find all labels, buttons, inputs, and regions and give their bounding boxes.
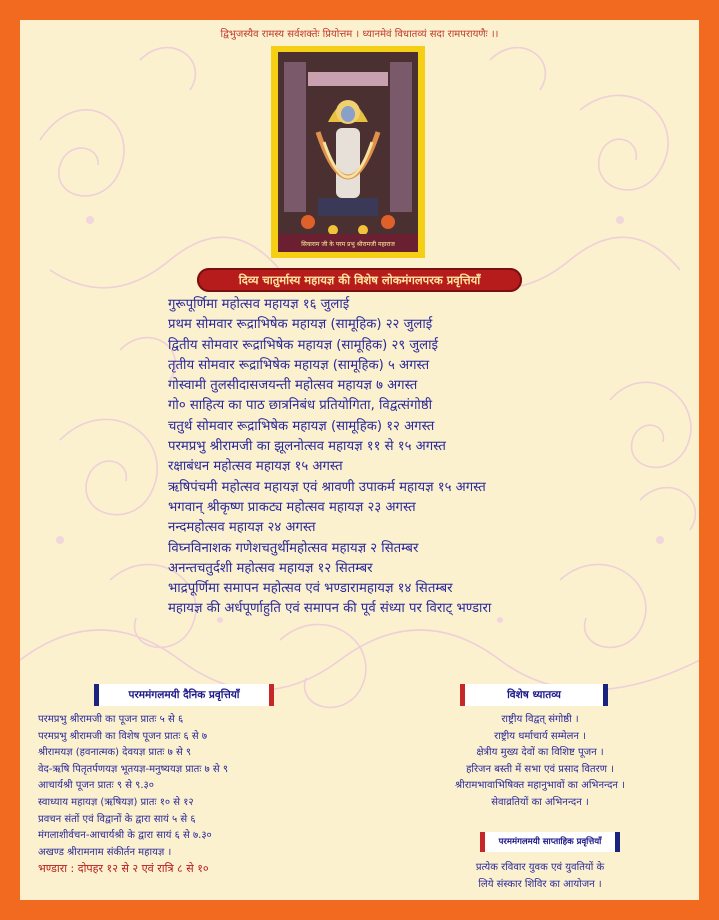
list-item: मंगलाशीर्वचन-आचार्यश्री के द्वारा सायं ६ से ७.३० [38, 830, 212, 842]
list-item: परमप्रभु श्रीरामजी का झूलनोत्सव महायज्ञ ११ से १५ अगस्त [168, 439, 446, 455]
daily-activities-list [38, 712, 348, 878]
deity-photo [278, 52, 418, 252]
list-item: परमप्रभु श्रीरामजी का विशेष पूजन प्रातः ६ से ७ [38, 730, 208, 742]
list-item: अनन्तचतुर्दशी महोत्सव महायज्ञ १२ सितम्बर [168, 560, 373, 576]
list-item: प्रत्येक रविवार युवक एवं युवतियों के [475, 862, 605, 873]
list-item: राष्ट्रीय विद्वत् संगोष्ठी । [501, 714, 579, 725]
list-item: परमप्रभु श्रीरामजी का पूजन प्रातः ५ से ६ [38, 714, 184, 725]
daily-activities-heading: परममंगलमयी दैनिक प्रवृत्तियाँ [94, 684, 274, 706]
list-item: सेवाव्रतियों का अभिनन्दन । [491, 796, 589, 808]
list-item: ऋषिपंचमी महोत्सव महायज्ञ एवं श्रावणी उपाकर्म महायज्ञ १५ अगस्त [168, 479, 486, 495]
list-item: गो० साहित्य का पाठ छात्रनिबंध प्रतियोगिता, विद्वत्संगोष्ठी [168, 398, 432, 414]
list-item: गोस्वामी तुलसीदासजयन्ती महोत्सव महायज्ञ ७ अगस्त [168, 378, 418, 394]
list-item: भगवान् श्रीकृष्ण प्राकट्य महोत्सव महायज्ञ २३ अगस्त [168, 499, 416, 515]
list-item: लिये संस्कार शिविर का आयोजन । [478, 878, 602, 890]
list-item: अखण्ड श्रीरामनाम संकीर्तन महायज्ञ । [38, 846, 172, 858]
special-notes-list [390, 712, 690, 812]
sanskrit-shloka: द्विभुजस्यैव रामस्य सर्वशक्तेः प्रियोत्तम । ध्यानमेवं विधातव्यं सदा रामपरायणैः ।। [220, 29, 499, 40]
list-item: वेद-ऋषि पितृतर्पणयज्ञ भूतयज्ञ-मनुष्ययज्ञ प्रातः ७ से ९ [38, 763, 229, 775]
chaturmas-events-list [168, 295, 688, 620]
list-item: महायज्ञ की अर्धपूर्णाहुति एवं समापन की पूर्व संध्या पर विराट् भण्डारा [168, 601, 492, 617]
bhandara-timing: भण्डारा : दोपहर १२ से २ एवं रात्रि ८ से १० [38, 862, 209, 876]
list-item: आचार्यश्री पूजन प्रातः ९ से ९.३० [38, 780, 154, 792]
list-item: प्रथम सोमवार रूद्राभिषेक महायज्ञ (सामूहिक) २२ जुलाई [168, 317, 433, 333]
list-item: चतुर्थ सोमवार रूद्राभिषेक महायज्ञ (सामूहिक) १२ अगस्त [168, 418, 435, 434]
list-item: स्वाध्याय महायज्ञ (ऋषियज्ञ) प्रातः १० से १२ [38, 796, 194, 808]
main-title: दिव्य चातुर्मास्य महायज्ञ की विशेष लोकमंगलपरक प्रवृत्तियाँ [238, 273, 481, 287]
deity-photo-frame [271, 46, 425, 258]
special-notes-heading: विशेष ध्यातव्य [460, 684, 608, 706]
list-item: प्रवचन संतों एवं विद्वानों के द्वारा सायं ५ से ६ [38, 813, 196, 825]
list-item: श्रीरामयज्ञ (हवनात्मक) देवयज्ञ प्रातः ७ से ९ [38, 747, 192, 759]
main-title-banner [197, 268, 522, 292]
list-item: नन्दमहोत्सव महायज्ञ २४ अगस्त [168, 520, 316, 536]
list-item: तृतीय सोमवार रूद्राभिषेक महायज्ञ (सामूहिक) ५ अगस्त [168, 357, 430, 373]
deity-image [278, 52, 418, 252]
list-item: द्वितीय सोमवार रूद्राभिषेक महायज्ञ (सामूहिक) २९ जुलाई [168, 337, 438, 353]
list-item: गुरूपूर्णिमा महोत्सव महायज्ञ १६ जुलाई [168, 297, 350, 312]
poster-body [20, 20, 699, 900]
weekly-activities-list [390, 860, 690, 893]
list-item: क्षेत्रीय मुख्य देवों का विशिष्ट पूजन । [476, 747, 604, 759]
list-item: भाद्रपूर्णिमा समापन महोत्सव एवं भण्डारामहायज्ञ १४ सितम्बर [168, 581, 453, 597]
list-item: श्रीरामभावाभिषिक्त महानुभावों का अभिनन्दन । [455, 780, 625, 792]
list-item: रक्षाबंधन महोत्सव महायज्ञ १५ अगस्त [168, 459, 343, 475]
list-item: राष्ट्रीय धर्माचार्य सम्मेलन । [494, 730, 586, 742]
weekly-activities-heading: परममंगलमयी साप्ताहिक प्रवृत्तियाँ [480, 832, 620, 852]
list-item: विघ्नविनाशक गणेशचतुर्थीमहोत्सव महायज्ञ २ सितम्बर [168, 540, 419, 556]
photo-caption: सियाराम जी के परम प्रभु श्रीरामजी महाराज [301, 241, 395, 248]
list-item: हरिजन बस्ती में सभा एवं प्रसाद वितरण । [466, 763, 614, 775]
